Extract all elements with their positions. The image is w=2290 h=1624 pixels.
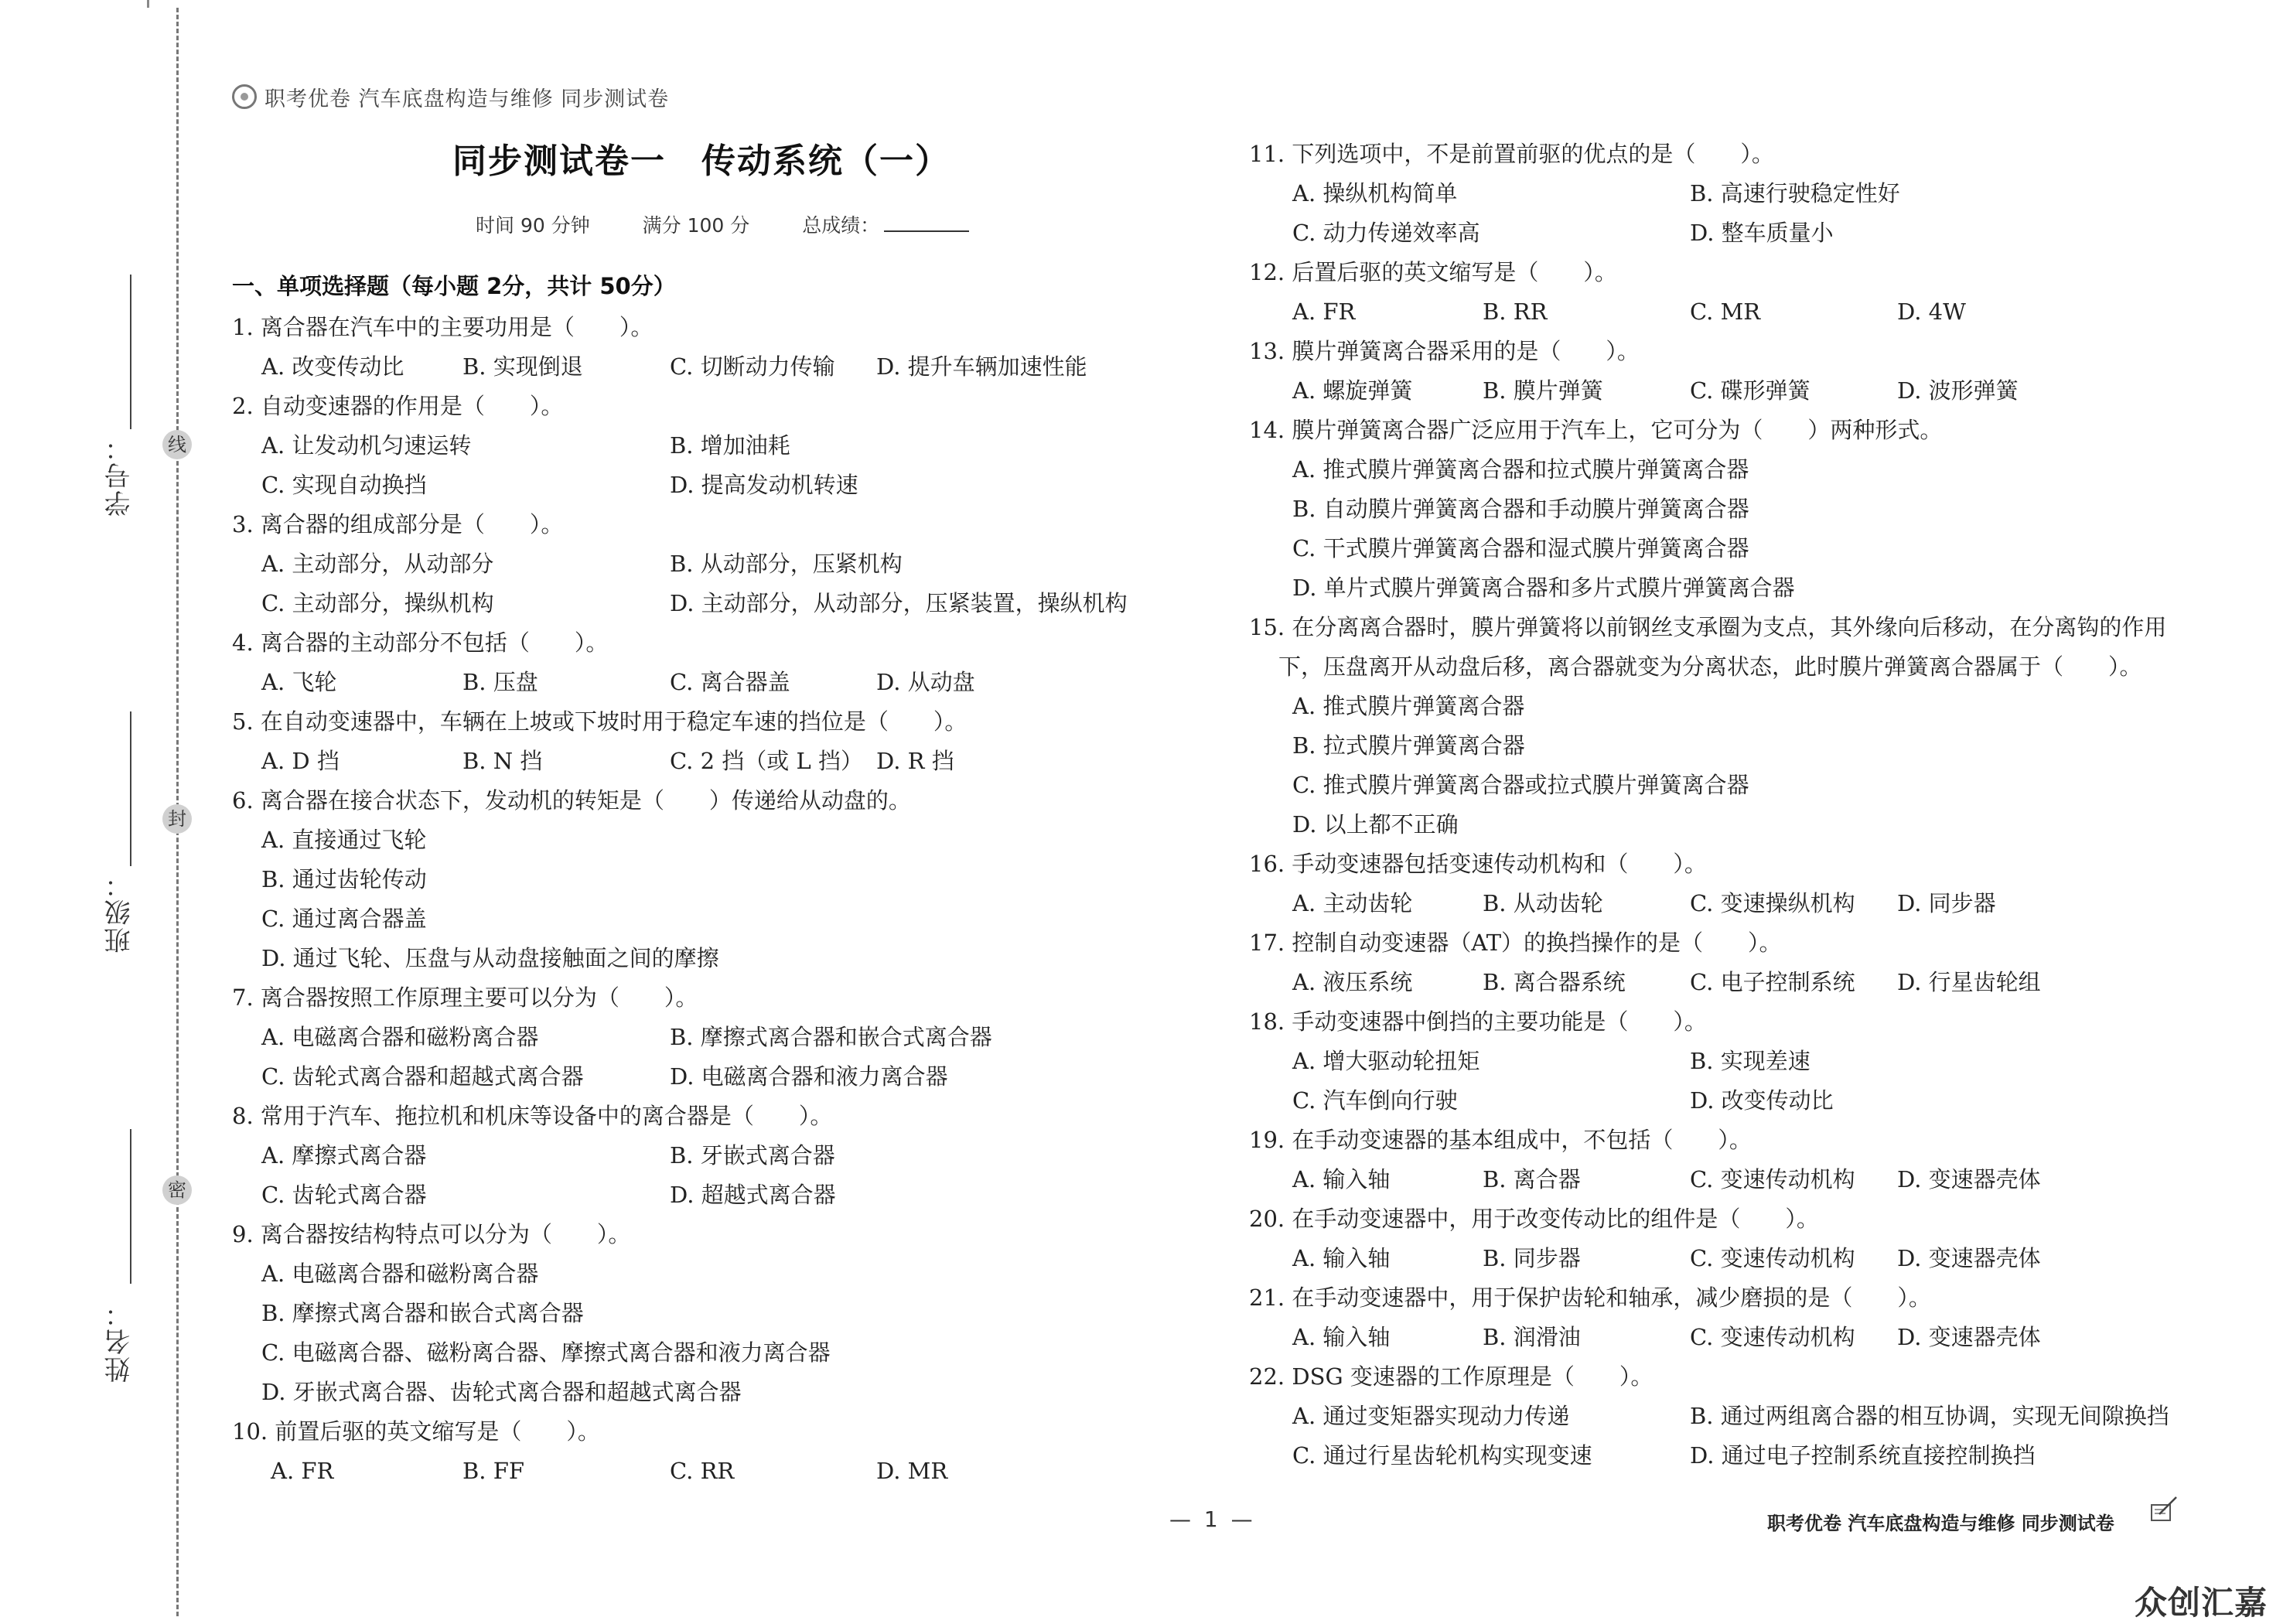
option-row [232, 742, 1160, 781]
option-row [232, 1294, 1160, 1333]
option-row [232, 466, 1160, 505]
question-stem: 12. 后置后驱的英文缩写是（ ）。 [1249, 259, 1617, 285]
option: D. 单片式膜片弹簧离合器和多片式膜片弹簧离合器 [1292, 575, 1795, 601]
option: D. 4W [1897, 299, 1966, 325]
option-row [1249, 884, 2200, 923]
total-score-blank [884, 230, 969, 232]
option: B. N 挡 [462, 748, 543, 774]
option-row [232, 860, 1160, 899]
option: C. 变速传动机构 [1690, 1166, 1855, 1192]
option: A. 操纵机构简单 [1292, 180, 1458, 206]
question-stem: 15. 在分离离合器时，膜片弹簧将以前钢丝支承圈为支点，其外缘向后移动，在分离钩的作用 [1249, 614, 2167, 640]
option: D. 波形弹簧 [1897, 377, 2019, 404]
option: C. 变速传动机构 [1690, 1245, 1855, 1271]
option: D. 通过电子控制系统直接控制换挡 [1690, 1442, 2036, 1469]
option: B. FF [462, 1458, 524, 1484]
question-stem: 14. 膜片弹簧离合器广泛应用于汽车上，它可分为（ ）两种形式。 [1249, 417, 1943, 443]
student-id-label: 学号： [104, 433, 135, 517]
option-row [1249, 292, 2200, 332]
option-row [232, 584, 1160, 623]
option: B. 从动部分，压紧机构 [670, 551, 903, 577]
question-stem: 2. 自动变速器的作用是（ ）。 [232, 393, 564, 419]
question-stem: 4. 离合器的主动部分不包括（ ）。 [232, 629, 609, 656]
option-row [1249, 490, 2200, 529]
option-row [1249, 1081, 2200, 1121]
option-row [232, 821, 1160, 860]
exam-time: 时间 90 分钟 [476, 214, 590, 237]
option: C. 切断动力传输 [670, 353, 835, 380]
question-stem: 22. DSG 变速器的工作原理是（ ）。 [1249, 1363, 1654, 1390]
option: B. 增加油耗 [670, 432, 790, 459]
option: B. 实现倒退 [462, 353, 583, 380]
option: A. 主动齿轮 [1292, 890, 1413, 916]
option: A. D 挡 [261, 748, 340, 774]
option: D. MR [876, 1458, 948, 1484]
left-column [232, 308, 1160, 1491]
option-row [1249, 687, 2200, 726]
option-row [232, 663, 1160, 702]
seal-seal: 封 [162, 804, 192, 834]
option: B. 润滑油 [1483, 1324, 1581, 1350]
option-row [1249, 213, 2200, 253]
question-stem: 16. 手动变速器包括变速传动机构和（ ）。 [1249, 851, 1707, 877]
option: D. 以上都不正确 [1292, 811, 1459, 838]
option: A. 液压系统 [1292, 969, 1413, 995]
question-stem: 20. 在手动变速器中，用于改变传动比的组件是（ ）。 [1249, 1206, 1819, 1232]
option: C. 电磁离合器、磁粉离合器、摩擦式离合器和液力离合器 [261, 1339, 831, 1366]
option: D. 提高发动机转速 [670, 472, 858, 498]
option: A. 主动部分，从动部分 [261, 551, 494, 577]
option: A. 螺旋弹簧 [1292, 377, 1413, 404]
option: C. 离合器盖 [670, 669, 790, 695]
exam-full-score: 满分 100 分 [642, 214, 750, 237]
option-row [232, 1057, 1160, 1097]
option-row [232, 1373, 1160, 1412]
name-blank [130, 1129, 131, 1284]
option: A. 飞轮 [261, 669, 337, 695]
page-title: 同步测试卷一 传动系统（一） [452, 142, 950, 181]
option-row [1249, 174, 2200, 213]
option: B. 摩擦式离合器和嵌合式离合器 [261, 1300, 584, 1326]
name-label: 姓名： [104, 1299, 135, 1383]
option: C. 干式膜片弹簧离合器和湿式膜片弹簧离合器 [1292, 535, 1749, 561]
watermark: 众创汇嘉 [2135, 1584, 2268, 1622]
option: B. 拉式膜片弹簧离合器 [1292, 732, 1525, 759]
question-stem: 10. 前置后驱的英文缩写是（ ）。 [232, 1418, 600, 1445]
option: A. 输入轴 [1292, 1324, 1391, 1350]
option: B. 膜片弹簧 [1483, 377, 1603, 404]
option: B. 实现差速 [1690, 1048, 1810, 1074]
option: C. 通过离合器盖 [261, 906, 427, 932]
question-stem: 18. 手动变速器中倒挡的主要功能是（ ）。 [1249, 1008, 1707, 1035]
option-row [232, 1254, 1160, 1294]
option: C. 推式膜片弹簧离合器或拉式膜片弹簧离合器 [1292, 772, 1749, 798]
option: A. 电磁离合器和磁粉离合器 [261, 1261, 539, 1287]
option: B. 通过齿轮传动 [261, 866, 427, 892]
option: D. 行星齿轮组 [1897, 969, 2041, 995]
logo-icon [232, 84, 257, 109]
option: C. 汽车倒向行驶 [1292, 1087, 1458, 1114]
option-row [1249, 726, 2200, 766]
option-row [1249, 371, 2200, 411]
option-row [232, 426, 1160, 466]
question-stem: 8. 常用于汽车、拖拉机和机床等设备中的离合器是（ ）。 [232, 1103, 833, 1129]
option: B. 压盘 [462, 669, 538, 695]
option: B. RR [1483, 299, 1548, 325]
option: B. 从动齿轮 [1483, 890, 1603, 916]
question-stem: 13. 膜片弹簧离合器采用的是（ ）。 [1249, 338, 1640, 364]
option: D. 变速器壳体 [1897, 1324, 2041, 1350]
option: C. 通过行星齿轮机构实现变速 [1292, 1442, 1592, 1469]
option: D. 牙嵌式离合器、齿轮式离合器和超越式离合器 [261, 1379, 742, 1405]
option: C. 齿轮式离合器和超越式离合器 [261, 1063, 584, 1090]
option: C. 变速传动机构 [1690, 1324, 1855, 1350]
option-row [1249, 568, 2200, 608]
option-row [1249, 529, 2200, 568]
question-stem: 5. 在自动变速器中，车辆在上坡或下坡时用于稳定车速的挡位是（ ）。 [232, 708, 968, 735]
option: C. 主动部分，操纵机构 [261, 590, 494, 616]
question-stem: 11. 下列选项中，不是前置前驱的优点的是（ ）。 [1249, 141, 1774, 167]
option: A. 推式膜片弹簧离合器 [1292, 693, 1525, 719]
option: B. 自动膜片弹簧离合器和手动膜片弹簧离合器 [1292, 496, 1749, 522]
option: A. 摩擦式离合器 [261, 1142, 427, 1169]
option-row [232, 1452, 1160, 1491]
page-number: — 1 — [1169, 1506, 1256, 1532]
option-row [1249, 1436, 2200, 1476]
option: A. 输入轴 [1292, 1245, 1391, 1271]
option-row [232, 1333, 1160, 1373]
option: A. 通过变矩器实现动力传递 [1292, 1403, 1570, 1429]
option: A. 直接通过飞轮 [261, 827, 427, 853]
pen-paper-icon [2148, 1494, 2179, 1525]
option: C. RR [670, 1458, 735, 1484]
option-row [232, 544, 1160, 584]
class-label: 班级： [104, 870, 135, 954]
option: B. 通过两组离合器的相互协调，实现无间隙换挡 [1690, 1403, 2169, 1429]
seal-line: 线 [162, 430, 192, 459]
option: D. 改变传动比 [1690, 1087, 1834, 1114]
option-row [1249, 805, 2200, 844]
total-score-label: 总成绩： [802, 214, 880, 237]
option: B. 同步器 [1483, 1245, 1581, 1271]
section-title: 一、单项选择题（每小题 2分，共计 50分） [232, 273, 676, 299]
option: C. 变速操纵机构 [1690, 890, 1855, 916]
option: D. 提升车辆加速性能 [876, 353, 1087, 380]
option: D. 整车质量小 [1690, 220, 1834, 246]
option: C. MR [1690, 299, 1761, 325]
question-stem: 1. 离合器在汽车中的主要功用是（ ）。 [232, 314, 654, 340]
option-row [1249, 963, 2200, 1002]
option: C. 实现自动换挡 [261, 472, 427, 498]
option: A. FR [1292, 299, 1356, 325]
option: C. 碟形弹簧 [1690, 377, 1810, 404]
exam-meta [476, 210, 1015, 238]
option: D. 变速器壳体 [1897, 1166, 2041, 1192]
option: B. 高速行驶稳定性好 [1690, 180, 1900, 206]
question-stem-continued: 下，压盘离开从动盘后移，离合器就变为分离状态，此时膜片弹簧离合器属于（ ）。 [1278, 653, 2142, 680]
option: C. 电子控制系统 [1690, 969, 1855, 995]
option: A. 增大驱动轮扭矩 [1292, 1048, 1480, 1074]
option-row [232, 347, 1160, 387]
series-header [232, 82, 669, 112]
option-row [1249, 1160, 2200, 1199]
option: B. 牙嵌式离合器 [670, 1142, 835, 1169]
option: D. 同步器 [1897, 890, 1996, 916]
option-row [1249, 450, 2200, 490]
option: A. 推式膜片弹簧离合器和拉式膜片弹簧离合器 [1292, 456, 1749, 483]
binding-margin [0, 0, 186, 1620]
option-row [1249, 766, 2200, 805]
question-stem: 7. 离合器按照工作原理主要可以分为（ ）。 [232, 984, 698, 1011]
option: C. 动力传递效率高 [1292, 220, 1480, 246]
option: C. 齿轮式离合器 [261, 1182, 427, 1208]
option: B. 离合器 [1483, 1166, 1581, 1192]
right-column [1249, 135, 2200, 1476]
option-row [232, 1018, 1160, 1057]
student-id-blank [130, 275, 131, 429]
option-row [1249, 1239, 2200, 1278]
option: D. R 挡 [876, 748, 954, 774]
option-row [1249, 1318, 2200, 1357]
option: A. 让发动机匀速运转 [261, 432, 472, 459]
option: C. 2 挡（或 L 挡） [670, 748, 863, 774]
option: A. FR [271, 1458, 334, 1484]
option-row [232, 939, 1160, 978]
option-row [232, 1175, 1160, 1215]
question-stem: 6. 离合器在接合状态下，发动机的转矩是（ ）传递给从动盘的。 [232, 787, 911, 814]
option: D. 变速器壳体 [1897, 1245, 2041, 1271]
class-blank [130, 711, 131, 866]
question-stem: 19. 在手动变速器的基本组成中，不包括（ ）。 [1249, 1127, 1752, 1153]
top-mark [147, 0, 149, 8]
option-row [1249, 1042, 2200, 1081]
option-row [232, 899, 1160, 939]
option-row [232, 1136, 1160, 1175]
question-stem: 3. 离合器的组成部分是（ ）。 [232, 511, 564, 537]
option: D. 超越式离合器 [670, 1182, 836, 1208]
option: D. 电磁离合器和液力离合器 [670, 1063, 948, 1090]
option: A. 改变传动比 [261, 353, 404, 380]
option: A. 电磁离合器和磁粉离合器 [261, 1024, 539, 1050]
footer-series: 职考优卷 汽车底盘构造与维修 同步测试卷 [1767, 1513, 2114, 1534]
option: D. 通过飞轮、压盘与从动盘接触面之间的摩擦 [261, 945, 719, 971]
series-header-text: 职考优卷 汽车底盘构造与维修 同步测试卷 [264, 87, 670, 111]
question-stem: 17. 控制自动变速器（AT）的换挡操作的是（ ）。 [1249, 930, 1782, 956]
seal-secret: 密 [162, 1175, 192, 1205]
option-row [1249, 1397, 2200, 1436]
question-stem: 21. 在手动变速器中，用于保护齿轮和轴承，减少磨损的是（ ）。 [1249, 1285, 1931, 1311]
question-stem: 9. 离合器按结构特点可以分为（ ）。 [232, 1221, 631, 1247]
option: A. 输入轴 [1292, 1166, 1391, 1192]
option: D. 主动部分，从动部分，压紧装置，操纵机构 [670, 590, 1128, 616]
option: B. 摩擦式离合器和嵌合式离合器 [670, 1024, 992, 1050]
option: B. 离合器系统 [1483, 969, 1626, 995]
option: D. 从动盘 [876, 669, 975, 695]
